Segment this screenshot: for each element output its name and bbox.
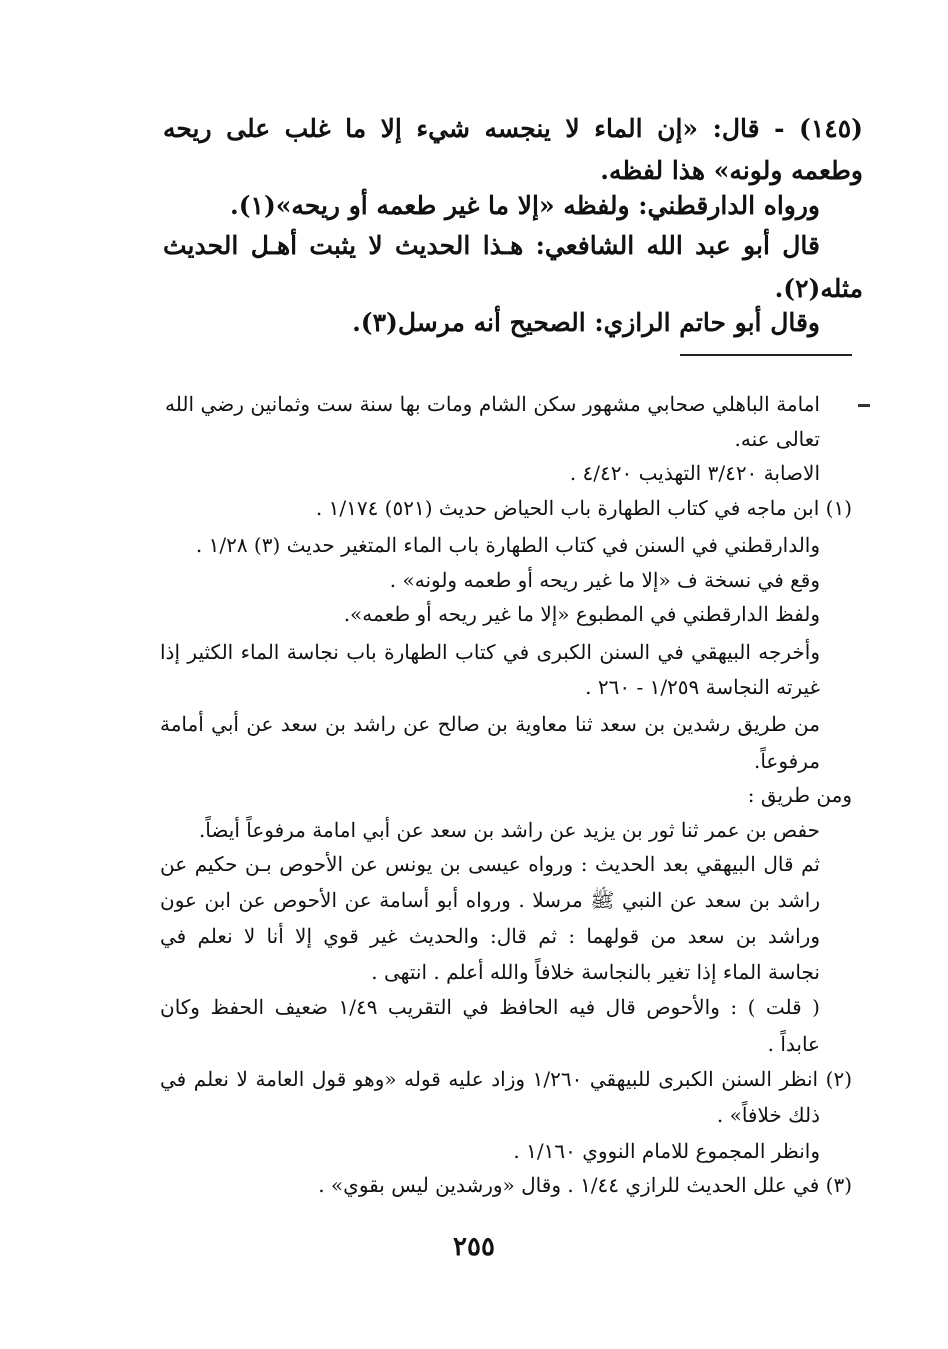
- footnote-line-13: حفص بن عمر ثنا ثور بن يزيد عن راشد بن سعد عن أبي امامة مرفوعاً أيضاً.: [198, 818, 820, 842]
- footnote-line-2: تعالى عنه.: [734, 427, 820, 451]
- footnote-line-23: (٣) في علل الحديث للرازي ١/٤٤ . وقال «ورشدين ليس بقوي» .: [318, 1173, 852, 1197]
- footnote-line-4: (١) ابن ماجه في كتاب الطهارة باب الحياض حديث (٥٢١) ١/١٧٤ .: [315, 496, 852, 520]
- footnote-line-15: راشد بن سعد عن النبي ﷺ مرسلا . ورواه أبو أسامة عن الأحوص عن ابن عون: [160, 888, 820, 912]
- footnote-line-1: امامة الباهلي صحابي مشهور سكن الشام ومات بها سنة ست وثمانين رضي الله: [165, 392, 820, 416]
- main-text-line-2: وطعمه ولونه» هذا لفظه.: [600, 156, 863, 185]
- footnote-line-22: وانظر المجموع للامام النووي ١/١٦٠ .: [513, 1139, 820, 1163]
- footnote-line-12: ومن طريق :: [747, 783, 852, 807]
- footnote-line-17: نجاسة الماء إذا تغير بالنجاسة خلافاً والله أعلم . انتهى .: [371, 960, 820, 984]
- footnote-line-10: من طريق رشدين بن سعد ثنا معاوية بن صالح عن راشد بن سعد عن أبي أمامة: [160, 712, 820, 736]
- main-text-line-1: (١٤٥) - قال: «إن الماء لا ينجسه شيء إلا ما غلب على ريحه: [163, 114, 863, 143]
- footnote-separator-rule: [680, 354, 852, 356]
- footnote-line-7: ولفظ الدارقطني في المطبوع «إلا ما غير ريحه أو طعمه».: [343, 602, 820, 626]
- main-text-line-5: مثله(٢).: [774, 274, 863, 303]
- footnote-line-21: ذلك خلافاً» .: [716, 1103, 820, 1127]
- footnote-line-11: مرفوعاً.: [753, 749, 820, 773]
- main-text-line-6: وقال أبو حاتم الرازي: الصحيح أنه مرسل(٣).: [352, 308, 820, 337]
- main-text-line-3: ورواه الدارقطني: ولفظه «إلا ما غير طعمه أو ريحه»(١).: [229, 191, 820, 220]
- page-number: ٢٥٥: [453, 1232, 495, 1262]
- footnote-line-19: عابداً .: [767, 1032, 820, 1056]
- footnote-line-20: (٢) انظر السنن الكبرى للبيهقي ١/٢٦٠ وزاد عليه قوله «وهو قول العامة لا نعلم في: [160, 1067, 852, 1091]
- footnote-line-3: الاصابة ٣/٤٢٠ التهذيب ٤/٤٢٠ .: [569, 461, 820, 485]
- footnote-line-9: غيرته النجاسة ١/٢٥٩ - ٢٦٠ .: [585, 675, 820, 699]
- footnote-line-6: وقع في نسخة ف «إلا ما غير ريحه أو طعمه ولونه» .: [389, 568, 820, 592]
- main-text-line-4: قال أبو عبد الله الشافعي: هـذا الحديث لا يثبت أهـل الحديث: [163, 231, 820, 260]
- footnote-line-14: ثم قال البيهقي بعد الحديث : ورواه عيسى بن يونس عن الأحوص بـن حكيم عن: [160, 852, 820, 876]
- footnote-marker-dash: [858, 404, 870, 407]
- footnote-line-16: وراشد بن سعد من قولهما : ثم قال: والحديث غير قوي إلا أنا لا نعلم في: [160, 924, 820, 948]
- footnote-line-5: والدارقطني في السنن في كتاب الطهارة باب الماء المتغير حديث (٣) ١/٢٨ .: [195, 533, 820, 557]
- footnote-line-18: ( قلت ) : والأحوص قال فيه الحافظ في التقريب ١/٤٩ ضعيف الحفظ وكان: [160, 995, 820, 1019]
- footnote-line-8: وأخرجه البيهقي في السنن الكبرى في كتاب الطهارة باب نجاسة الماء الكثير إذا: [160, 640, 820, 664]
